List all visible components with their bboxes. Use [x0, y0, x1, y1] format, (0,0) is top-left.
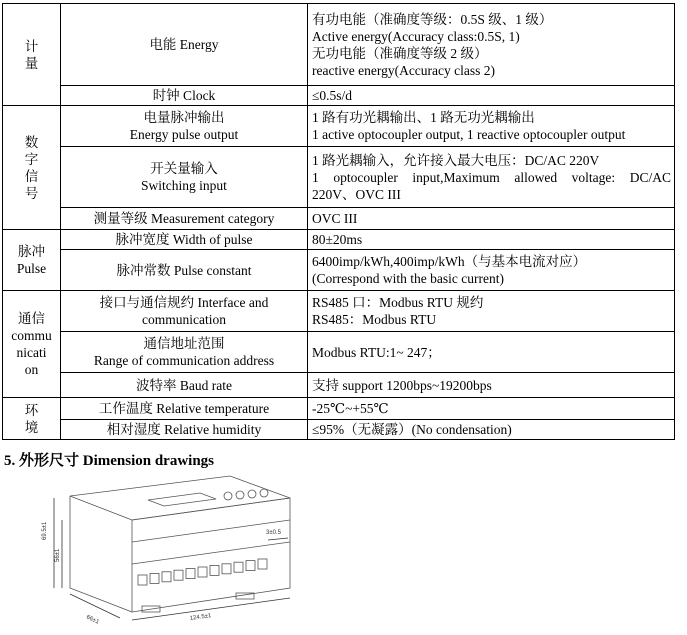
- button-3: [248, 490, 256, 498]
- category-communication: 通信 commu nicati on: [3, 291, 61, 398]
- param-humidity: 相对湿度 Relative humidity: [61, 420, 308, 440]
- param-temperature: 工作温度 Relative temperature: [61, 398, 308, 420]
- row-address: [3, 332, 675, 373]
- row-switching-input: [3, 147, 675, 208]
- category-environment: 环 境: [3, 398, 61, 440]
- row-temperature: [3, 398, 675, 420]
- dim-small-label: 3±0.5: [266, 530, 281, 536]
- button-2: [236, 491, 244, 499]
- row-baud: [3, 373, 675, 398]
- param-measurement-category: 测量等级 Measurement category: [61, 208, 308, 230]
- value-baud: 支持 support 1200bps~19200bps: [308, 373, 675, 398]
- row-pulse-output: [3, 106, 675, 147]
- value-interface: RS485 口：Modbus RTU 规约 RS485：Modbus RTU: [308, 291, 675, 332]
- dim-height-label: 69.5±1: [42, 521, 48, 540]
- param-baud: 波特率 Baud rate: [61, 373, 308, 398]
- value-measurement-category: OVC III: [308, 208, 675, 230]
- param-pulse-output: 电量脉冲输出 Energy pulse output: [61, 106, 308, 147]
- row-energy: [3, 4, 675, 86]
- dim-depth-label: 66±1: [85, 614, 100, 626]
- dim-width-label: 124.5±1: [189, 613, 212, 622]
- row-clock: [3, 86, 675, 106]
- value-pulse-width: 80±20ms: [308, 230, 675, 250]
- value-address: Modbus RTU:1~ 247；: [308, 332, 675, 373]
- spec-table: [2, 3, 675, 440]
- param-interface: 接口与通信规约 Interface and communication: [61, 291, 308, 332]
- category-pulse: 脉冲 Pulse: [3, 230, 61, 291]
- row-measurement-category: [3, 208, 675, 230]
- row-humidity: [3, 420, 675, 440]
- dimension-drawing: [40, 470, 310, 630]
- meter-front-face: [132, 498, 290, 612]
- row-pulse-width: [3, 230, 675, 250]
- value-energy: 有功电能（准确度等级：0.5S 级、1 级） Active energy(Accuracy class:0.5S, 1) 无功电能（准确度等级 2 级） reactive energy(Accuracy class 2): [308, 4, 675, 86]
- value-pulse-output: 1 路有功光耦输出、1 路无功光耦输出 1 active optocoupler output, 1 reactive optocoupler output: [308, 106, 675, 147]
- param-clock: 时钟 Clock: [61, 86, 308, 106]
- param-switching-input: 开关量输入 Switching input: [61, 147, 308, 208]
- dim-inner-label: 56±1: [55, 548, 61, 562]
- display-window: [148, 493, 216, 506]
- value-pulse-constant: 6400imp/kWh,400imp/kWh（与基本电流对应） (Correspond with the basic current): [308, 250, 675, 291]
- button-4: [260, 489, 268, 497]
- value-humidity: ≤95%（无凝露）(No condensation): [308, 420, 675, 440]
- value-switching-input: 1 路光耦输入，允许接入最大电压：DC/AC 220V 1 optocoupler input,Maximum allowed voltage: DC/AC 220V、OVC III: [308, 147, 675, 208]
- param-energy: 电能 Energy: [61, 4, 308, 86]
- value-temperature: -25℃~+55℃: [308, 398, 675, 420]
- button-1: [224, 492, 232, 500]
- row-interface: [3, 291, 675, 332]
- category-metering: 计 量: [3, 4, 61, 106]
- param-address: 通信地址范围 Range of communication address: [61, 332, 308, 373]
- param-pulse-constant: 脉冲常数 Pulse constant: [61, 250, 308, 291]
- param-pulse-width: 脉冲宽度 Width of pulse: [61, 230, 308, 250]
- terminal-row: [138, 559, 267, 585]
- meter-step-line-2: [132, 542, 290, 564]
- category-digital: 数 字 信 号: [3, 106, 61, 230]
- meter-left-face: [70, 496, 132, 612]
- value-clock: ≤0.5s/d: [308, 86, 675, 106]
- section-title: 5. 外形尺寸 Dimension drawings: [4, 453, 215, 469]
- dim-line-small: [268, 538, 288, 540]
- row-pulse-constant: [3, 250, 675, 291]
